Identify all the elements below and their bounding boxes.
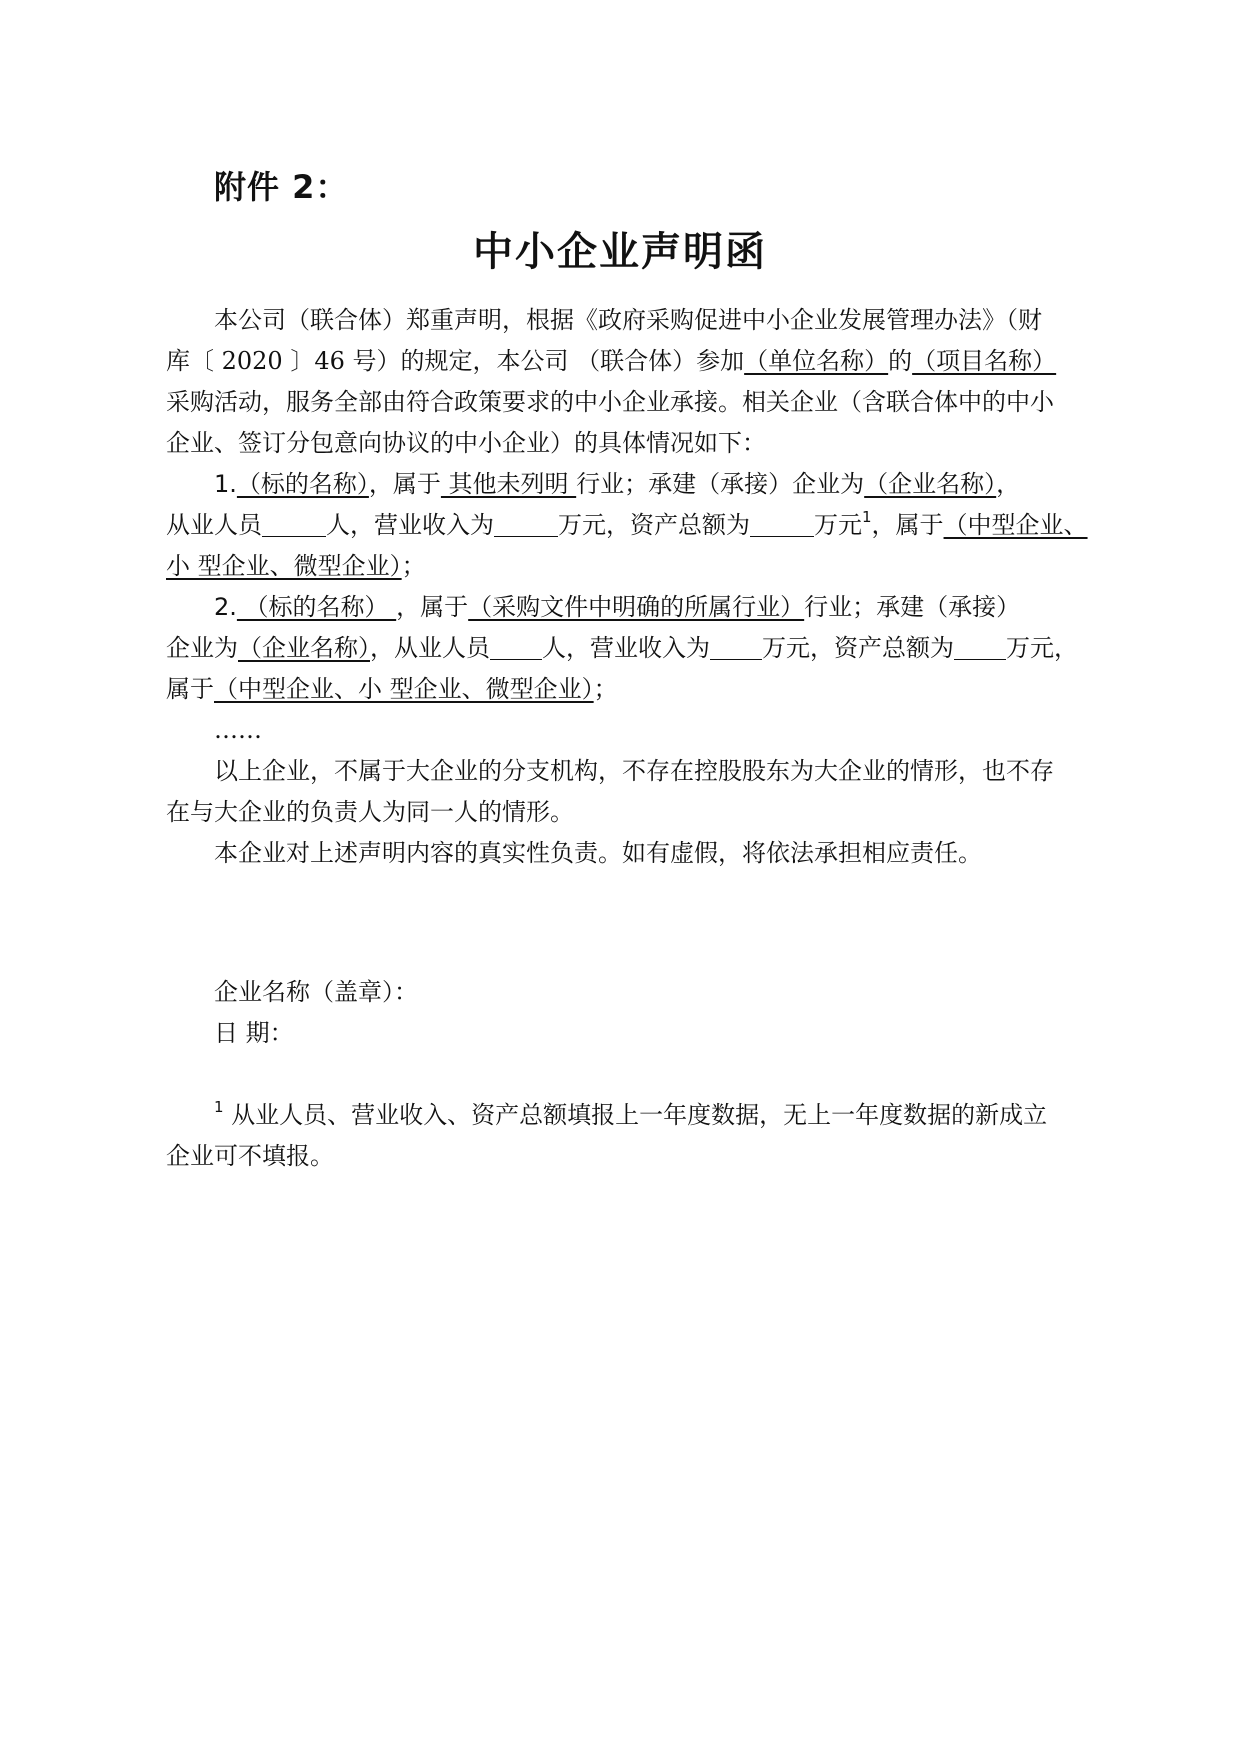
- item-1-subject-name: （标的名称）: [236, 470, 369, 498]
- item-2-industry: （采购文件中明确的所属行业）: [468, 593, 805, 621]
- item-1-line-1: 1.（标的名称），属于 其他未列明 行业；承建（承接）企业为（企业名称），: [214, 470, 1021, 498]
- item-2-revenue-blank: [710, 633, 762, 660]
- item-2-size: （中型企业、小 型企业、微型企业）: [214, 675, 594, 703]
- item-2-subject-name: （标的名称）: [236, 593, 397, 621]
- document-body: [166, 300, 1088, 1177]
- annex-label: 附件 2：: [214, 168, 349, 206]
- project-name-field: （项目名称）: [912, 347, 1057, 375]
- item-1-assets-blank: [750, 510, 814, 537]
- item-1-industry: 其他未列明: [440, 470, 577, 498]
- declaration-line-3: 本企业对上述声明内容的真实性负责。如有虚假，将依法承担相应责任。: [214, 839, 982, 867]
- spacer: [166, 874, 1084, 972]
- footnote-line-1: $^1$ 从业人员、营业收入、资产总额填报上一年度数据，无上一年度数据的新成立: [214, 1098, 1048, 1129]
- unit-name-field: （单位名称）: [744, 347, 889, 375]
- item-2-line-1: 2. （标的名称） ，属于（采购文件中明确的所属行业）行业；承建（承接）: [214, 593, 1021, 621]
- ellipsis: ……: [214, 716, 262, 744]
- item-2-line-3: 属于（中型企业、小 型企业、微型企业）；: [166, 675, 618, 703]
- item-1-employees-blank: [262, 510, 326, 537]
- item-1-company-name: （企业名称）: [864, 470, 997, 498]
- declaration-line-1: 以上企业，不属于大企业的分支机构，不存在控股股东为大企业的情形，也不存: [214, 757, 1054, 785]
- footnote-mark: 1: [214, 1098, 224, 1116]
- item-2-line-2: 企业为（企业名称），从业人员 人，营业收入为 万元，资产总额为 万元，: [166, 634, 1078, 662]
- item-1-line-2: 从业人员 人，营业收入为 万元，资产总额为 万元$^1$，属于（中型企业、: [166, 508, 1088, 539]
- intro-line-2: 库〔 2020 〕46 号）的规定，本公司 （联合体）参加（单位名称）的（项目名称）: [166, 347, 1057, 375]
- footnote-ref: 1: [862, 508, 872, 526]
- spacer: [166, 1054, 1084, 1095]
- intro-line-3: 采购活动，服务全部由符合政策要求的中小企业承接。相关企业（含联合体中的中小: [166, 388, 1054, 416]
- item-1-revenue-blank: [494, 510, 558, 537]
- item-2-company-name: （企业名称）: [238, 634, 370, 662]
- intro-line-4: 企业、签订分包意向协议的中小企业）的具体情况如下：: [166, 429, 766, 457]
- item-2-assets-blank: [954, 633, 1006, 660]
- intro-line-1: 本公司（联合体）郑重声明，根据《政府采购促进中小企业发展管理办法》（财: [214, 306, 1042, 334]
- item-2-employees-blank: [490, 633, 542, 660]
- footnote-line-2: 企业可不填报。: [166, 1142, 334, 1170]
- declaration-line-2: 在与大企业的负责人为同一人的情形。: [166, 798, 574, 826]
- company-seal-label: 企业名称（盖章）：: [214, 978, 418, 1006]
- item-1-size-part-2: 小 型企业、微型企业）: [166, 552, 402, 580]
- item-1-line-3: 小 型企业、微型企业）；: [166, 552, 426, 580]
- item-1-size-part-1: （中型企业、: [943, 511, 1088, 539]
- document-title: 中小企业声明函: [473, 229, 767, 275]
- date-label: 日 期：: [214, 1019, 294, 1047]
